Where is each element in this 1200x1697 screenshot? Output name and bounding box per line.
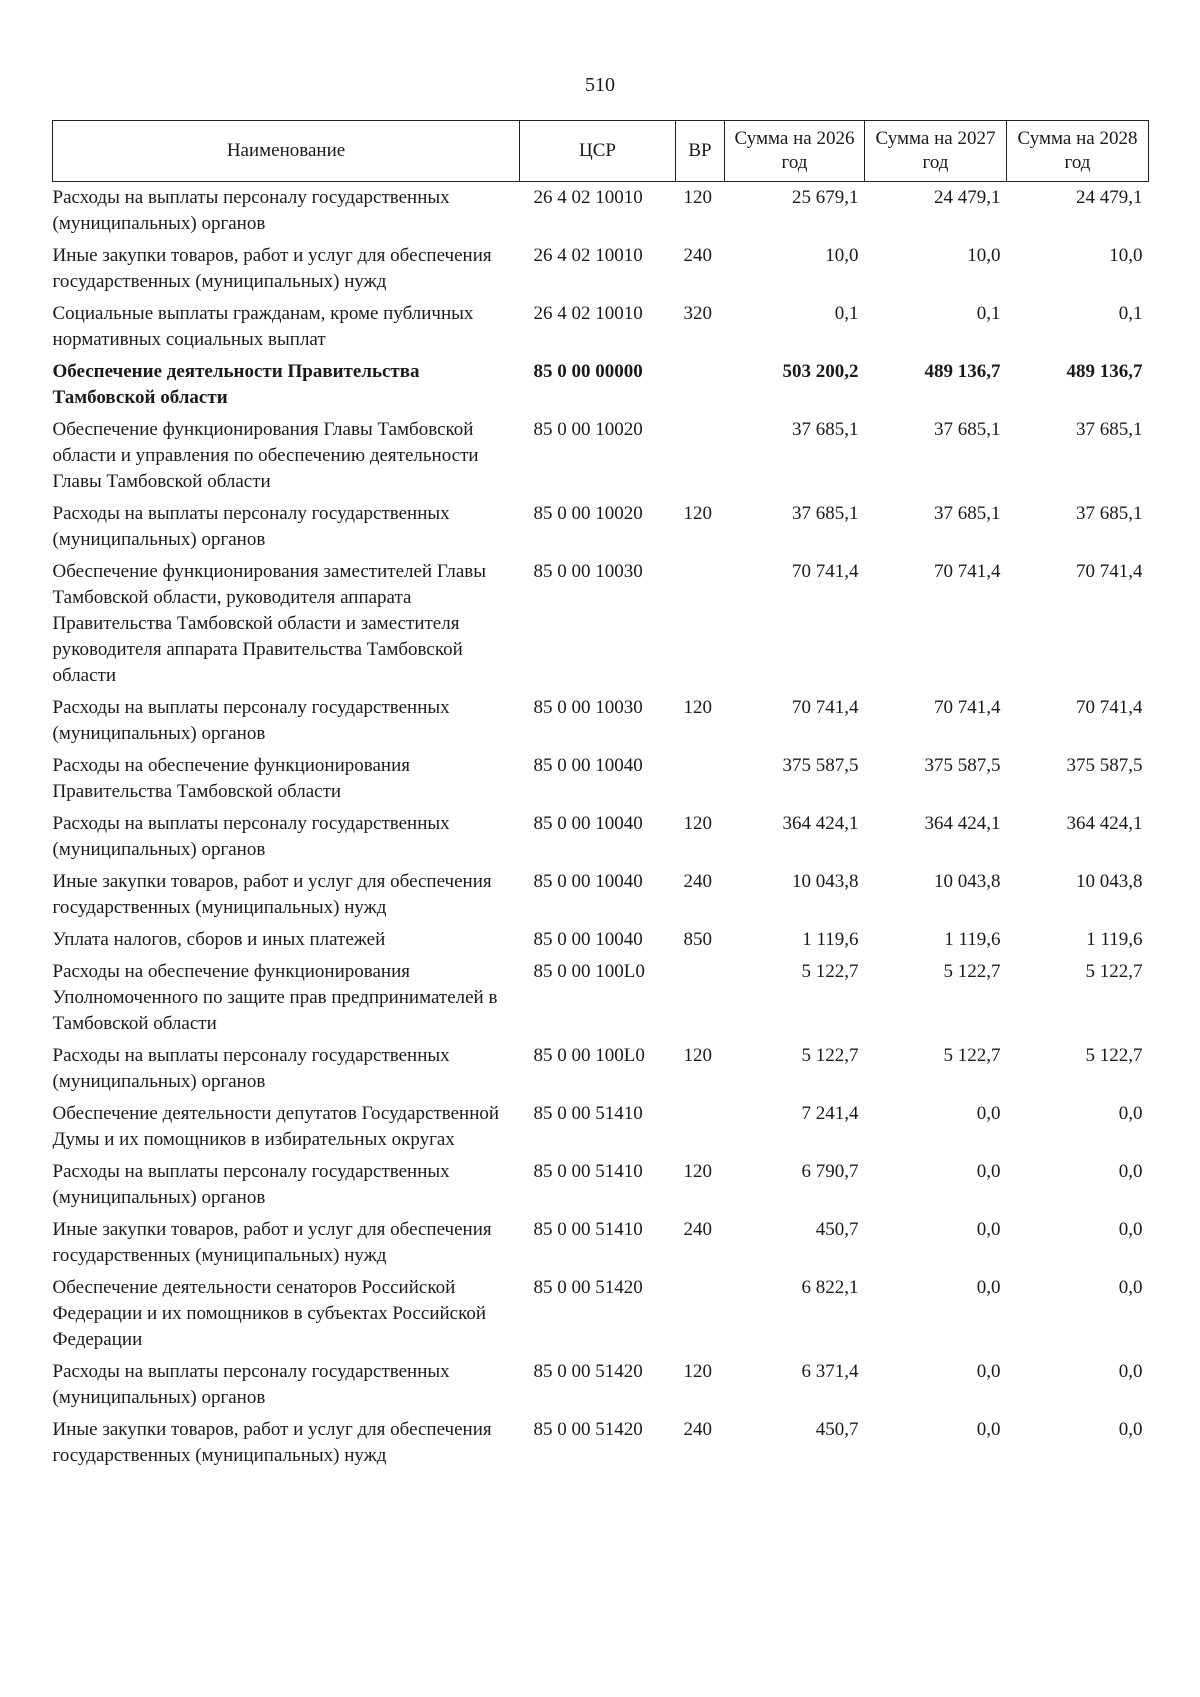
row-sum-2027: 37 685,1	[934, 419, 1001, 440]
row-sum-2027: 5 122,7	[943, 961, 1001, 982]
row-csr: 85 0 00 51410	[533, 1103, 643, 1124]
table-row	[53, 692, 1149, 750]
row-csr: 85 0 00 10040	[533, 813, 643, 834]
row-sum-2026: 10,0	[825, 245, 859, 266]
row-vr: 240	[683, 245, 712, 266]
row-sum-2028: 0,0	[1118, 1277, 1143, 1298]
row-vr: 120	[683, 1045, 712, 1066]
row-vr: 120	[683, 187, 712, 208]
row-sum-2026: 70 741,4	[792, 561, 859, 582]
row-csr: 85 0 00 00000	[533, 361, 643, 382]
row-sum-2028: 1 119,6	[1086, 929, 1143, 950]
row-sum-2027: 70 741,4	[934, 561, 1001, 582]
row-sum-2026: 70 741,4	[792, 697, 859, 718]
table-row	[53, 1040, 1149, 1098]
table-header	[53, 121, 1149, 182]
row-vr: 850	[683, 929, 712, 950]
table-row	[53, 498, 1149, 556]
header-sum-2026: Сумма на 2026 год	[725, 121, 865, 182]
row-vr	[676, 1098, 725, 1156]
row-csr: 85 0 00 51420	[533, 1277, 643, 1298]
row-name: Расходы на выплаты персоналу государственных (муниципальных) органов	[52, 1045, 450, 1092]
row-sum-2028: 5 122,7	[1085, 961, 1143, 982]
row-sum-2027: 37 685,1	[934, 503, 1001, 524]
row-sum-2028: 489 136,7	[1066, 361, 1143, 382]
table-row	[53, 956, 1149, 1040]
table-row	[53, 1098, 1149, 1156]
row-sum-2027: 0,0	[976, 1219, 1001, 1240]
header-sum-2027: Сумма на 2027 год	[865, 121, 1007, 182]
row-sum-2026: 6 822,1	[801, 1277, 859, 1298]
row-sum-2028: 5 122,7	[1085, 1045, 1143, 1066]
row-sum-2026: 37 685,1	[792, 503, 859, 524]
row-name: Обеспечение деятельности Правительства Тамбовской области	[52, 361, 420, 408]
row-vr: 320	[683, 303, 712, 324]
row-sum-2027: 375 587,5	[924, 755, 1001, 776]
table-row	[53, 240, 1149, 298]
row-csr: 85 0 00 10040	[533, 755, 643, 776]
row-name: Расходы на обеспечение функционирования Уполномоченного по защите прав предпринимателей в Тамбовской области	[52, 961, 498, 1034]
row-name: Социальные выплаты гражданам, кроме публичных нормативных социальных выплат	[52, 303, 474, 350]
row-sum-2027: 70 741,4	[934, 697, 1001, 718]
row-sum-2028: 0,0	[1118, 1361, 1143, 1382]
row-name: Иные закупки товаров, работ и услуг для обеспечения государственных (муниципальных) нужд	[52, 871, 492, 918]
row-sum-2028: 0,0	[1118, 1219, 1143, 1240]
row-csr: 85 0 00 51420	[533, 1419, 643, 1440]
header-row	[53, 121, 1149, 182]
row-name: Иные закупки товаров, работ и услуг для обеспечения государственных (муниципальных) нужд	[52, 1219, 492, 1266]
table-row	[53, 808, 1149, 866]
row-vr: 120	[683, 813, 712, 834]
table-row	[53, 298, 1149, 356]
budget-table-container	[52, 120, 1148, 1472]
row-sum-2028: 0,0	[1118, 1161, 1143, 1182]
row-vr: 240	[683, 1219, 712, 1240]
row-sum-2026: 450,7	[815, 1219, 859, 1240]
row-vr: 120	[683, 503, 712, 524]
row-sum-2027: 10,0	[967, 245, 1001, 266]
row-sum-2028: 70 741,4	[1076, 561, 1143, 582]
row-sum-2026: 25 679,1	[792, 187, 859, 208]
row-name: Расходы на выплаты персоналу государственных (муниципальных) органов	[52, 1161, 450, 1208]
row-sum-2028: 70 741,4	[1076, 697, 1143, 718]
row-sum-2026: 503 200,2	[782, 361, 859, 382]
row-name: Иные закупки товаров, работ и услуг для обеспечения государственных (муниципальных) нужд	[52, 245, 492, 292]
row-csr: 85 0 00 51410	[533, 1161, 643, 1182]
row-csr: 85 0 00 100L0	[533, 961, 645, 982]
row-sum-2026: 6 790,7	[801, 1161, 859, 1182]
page-number: 510	[585, 74, 615, 96]
row-name: Расходы на выплаты персоналу государственных (муниципальных) органов	[52, 697, 450, 744]
row-name: Расходы на выплаты персоналу государственных (муниципальных) органов	[52, 813, 450, 860]
row-csr: 85 0 00 10020	[533, 419, 643, 440]
row-sum-2028: 24 479,1	[1076, 187, 1143, 208]
row-name: Обеспечение функционирования заместителей Главы Тамбовской области, руководителя аппарата Правительства Тамбовской области и заместителя руководителя аппарата Правительства Тамбовской области	[52, 561, 487, 686]
row-sum-2028: 0,1	[1118, 303, 1143, 324]
row-name: Обеспечение функционирования Главы Тамбовской области и управления по обеспечению деятельности Главы Тамбовской области	[52, 419, 479, 492]
table-row	[53, 356, 1149, 414]
table-row	[53, 1272, 1149, 1356]
row-name: Расходы на выплаты персоналу государственных (муниципальных) органов	[52, 1361, 450, 1408]
row-vr: 240	[683, 871, 712, 892]
row-vr	[676, 414, 725, 498]
row-vr	[676, 556, 725, 692]
table-row	[53, 1156, 1149, 1214]
header-sum-2028: Сумма на 2028 год	[1007, 121, 1149, 182]
table-row	[53, 1214, 1149, 1272]
row-csr: 85 0 00 10030	[533, 697, 643, 718]
row-sum-2026: 5 122,7	[801, 1045, 859, 1066]
row-vr: 120	[683, 1161, 712, 1182]
row-vr	[676, 750, 725, 808]
row-csr: 85 0 00 10020	[533, 503, 643, 524]
row-csr: 85 0 00 51410	[533, 1219, 643, 1240]
row-name: Расходы на выплаты персоналу государственных (муниципальных) органов	[52, 503, 450, 550]
row-sum-2028: 37 685,1	[1076, 419, 1143, 440]
row-csr: 85 0 00 10040	[533, 929, 643, 950]
row-vr	[676, 956, 725, 1040]
row-vr	[676, 1272, 725, 1356]
row-sum-2028: 10 043,8	[1076, 871, 1143, 892]
row-sum-2028: 37 685,1	[1076, 503, 1143, 524]
row-csr: 26 4 02 10010	[533, 245, 643, 266]
budget-table	[52, 120, 1149, 1472]
row-sum-2027: 0,0	[976, 1161, 1001, 1182]
row-sum-2026: 5 122,7	[801, 961, 859, 982]
row-sum-2028: 0,0	[1118, 1419, 1143, 1440]
row-csr: 85 0 00 51420	[533, 1361, 643, 1382]
table-row	[53, 1414, 1149, 1472]
row-sum-2026: 7 241,4	[801, 1103, 859, 1124]
row-sum-2027: 364 424,1	[924, 813, 1001, 834]
row-vr: 240	[683, 1419, 712, 1440]
row-sum-2028: 364 424,1	[1066, 813, 1143, 834]
row-sum-2026: 10 043,8	[792, 871, 859, 892]
row-csr: 85 0 00 10030	[533, 561, 643, 582]
row-name: Обеспечение деятельности депутатов Государственной Думы и их помощников в избирательных округах	[52, 1103, 500, 1150]
row-sum-2027: 0,1	[976, 303, 1001, 324]
header-vr: ВР	[676, 121, 725, 182]
row-sum-2027: 10 043,8	[934, 871, 1001, 892]
table-body	[53, 182, 1149, 1473]
row-sum-2028: 10,0	[1109, 245, 1143, 266]
row-sum-2027: 0,0	[976, 1277, 1001, 1298]
row-vr	[676, 356, 725, 414]
row-vr: 120	[683, 697, 712, 718]
row-sum-2026: 6 371,4	[801, 1361, 859, 1382]
table-row	[53, 182, 1149, 241]
table-row	[53, 866, 1149, 924]
table-row	[53, 750, 1149, 808]
row-csr: 26 4 02 10010	[533, 187, 643, 208]
table-row	[53, 1356, 1149, 1414]
row-csr: 85 0 00 100L0	[533, 1045, 645, 1066]
row-sum-2028: 0,0	[1118, 1103, 1143, 1124]
row-name: Расходы на обеспечение функционирования Правительства Тамбовской области	[52, 755, 410, 802]
row-sum-2028: 375 587,5	[1066, 755, 1143, 776]
row-sum-2026: 450,7	[815, 1419, 859, 1440]
header-csr: ЦСР	[520, 121, 676, 182]
row-sum-2027: 1 119,6	[944, 929, 1001, 950]
row-sum-2026: 37 685,1	[792, 419, 859, 440]
row-sum-2027: 0,0	[976, 1361, 1001, 1382]
row-name: Иные закупки товаров, работ и услуг для обеспечения государственных (муниципальных) нужд	[52, 1419, 492, 1466]
row-sum-2027: 489 136,7	[924, 361, 1001, 382]
table-row	[53, 414, 1149, 498]
row-sum-2026: 0,1	[834, 303, 859, 324]
row-sum-2026: 364 424,1	[782, 813, 859, 834]
row-vr: 120	[683, 1361, 712, 1382]
row-sum-2027: 5 122,7	[943, 1045, 1001, 1066]
row-sum-2026: 375 587,5	[782, 755, 859, 776]
table-row	[53, 924, 1149, 956]
row-name: Уплата налогов, сборов и иных платежей	[52, 929, 386, 950]
row-sum-2027: 24 479,1	[934, 187, 1001, 208]
header-name: Наименование	[53, 121, 520, 182]
table-row	[53, 556, 1149, 692]
row-csr: 26 4 02 10010	[533, 303, 643, 324]
row-sum-2027: 0,0	[976, 1103, 1001, 1124]
row-sum-2026: 1 119,6	[802, 929, 859, 950]
row-name: Обеспечение деятельности сенаторов Российской Федерации и их помощников в субъектах Российской Федерации	[52, 1277, 487, 1350]
row-csr: 85 0 00 10040	[533, 871, 643, 892]
row-name: Расходы на выплаты персоналу государственных (муниципальных) органов	[52, 187, 450, 234]
row-sum-2027: 0,0	[976, 1419, 1001, 1440]
